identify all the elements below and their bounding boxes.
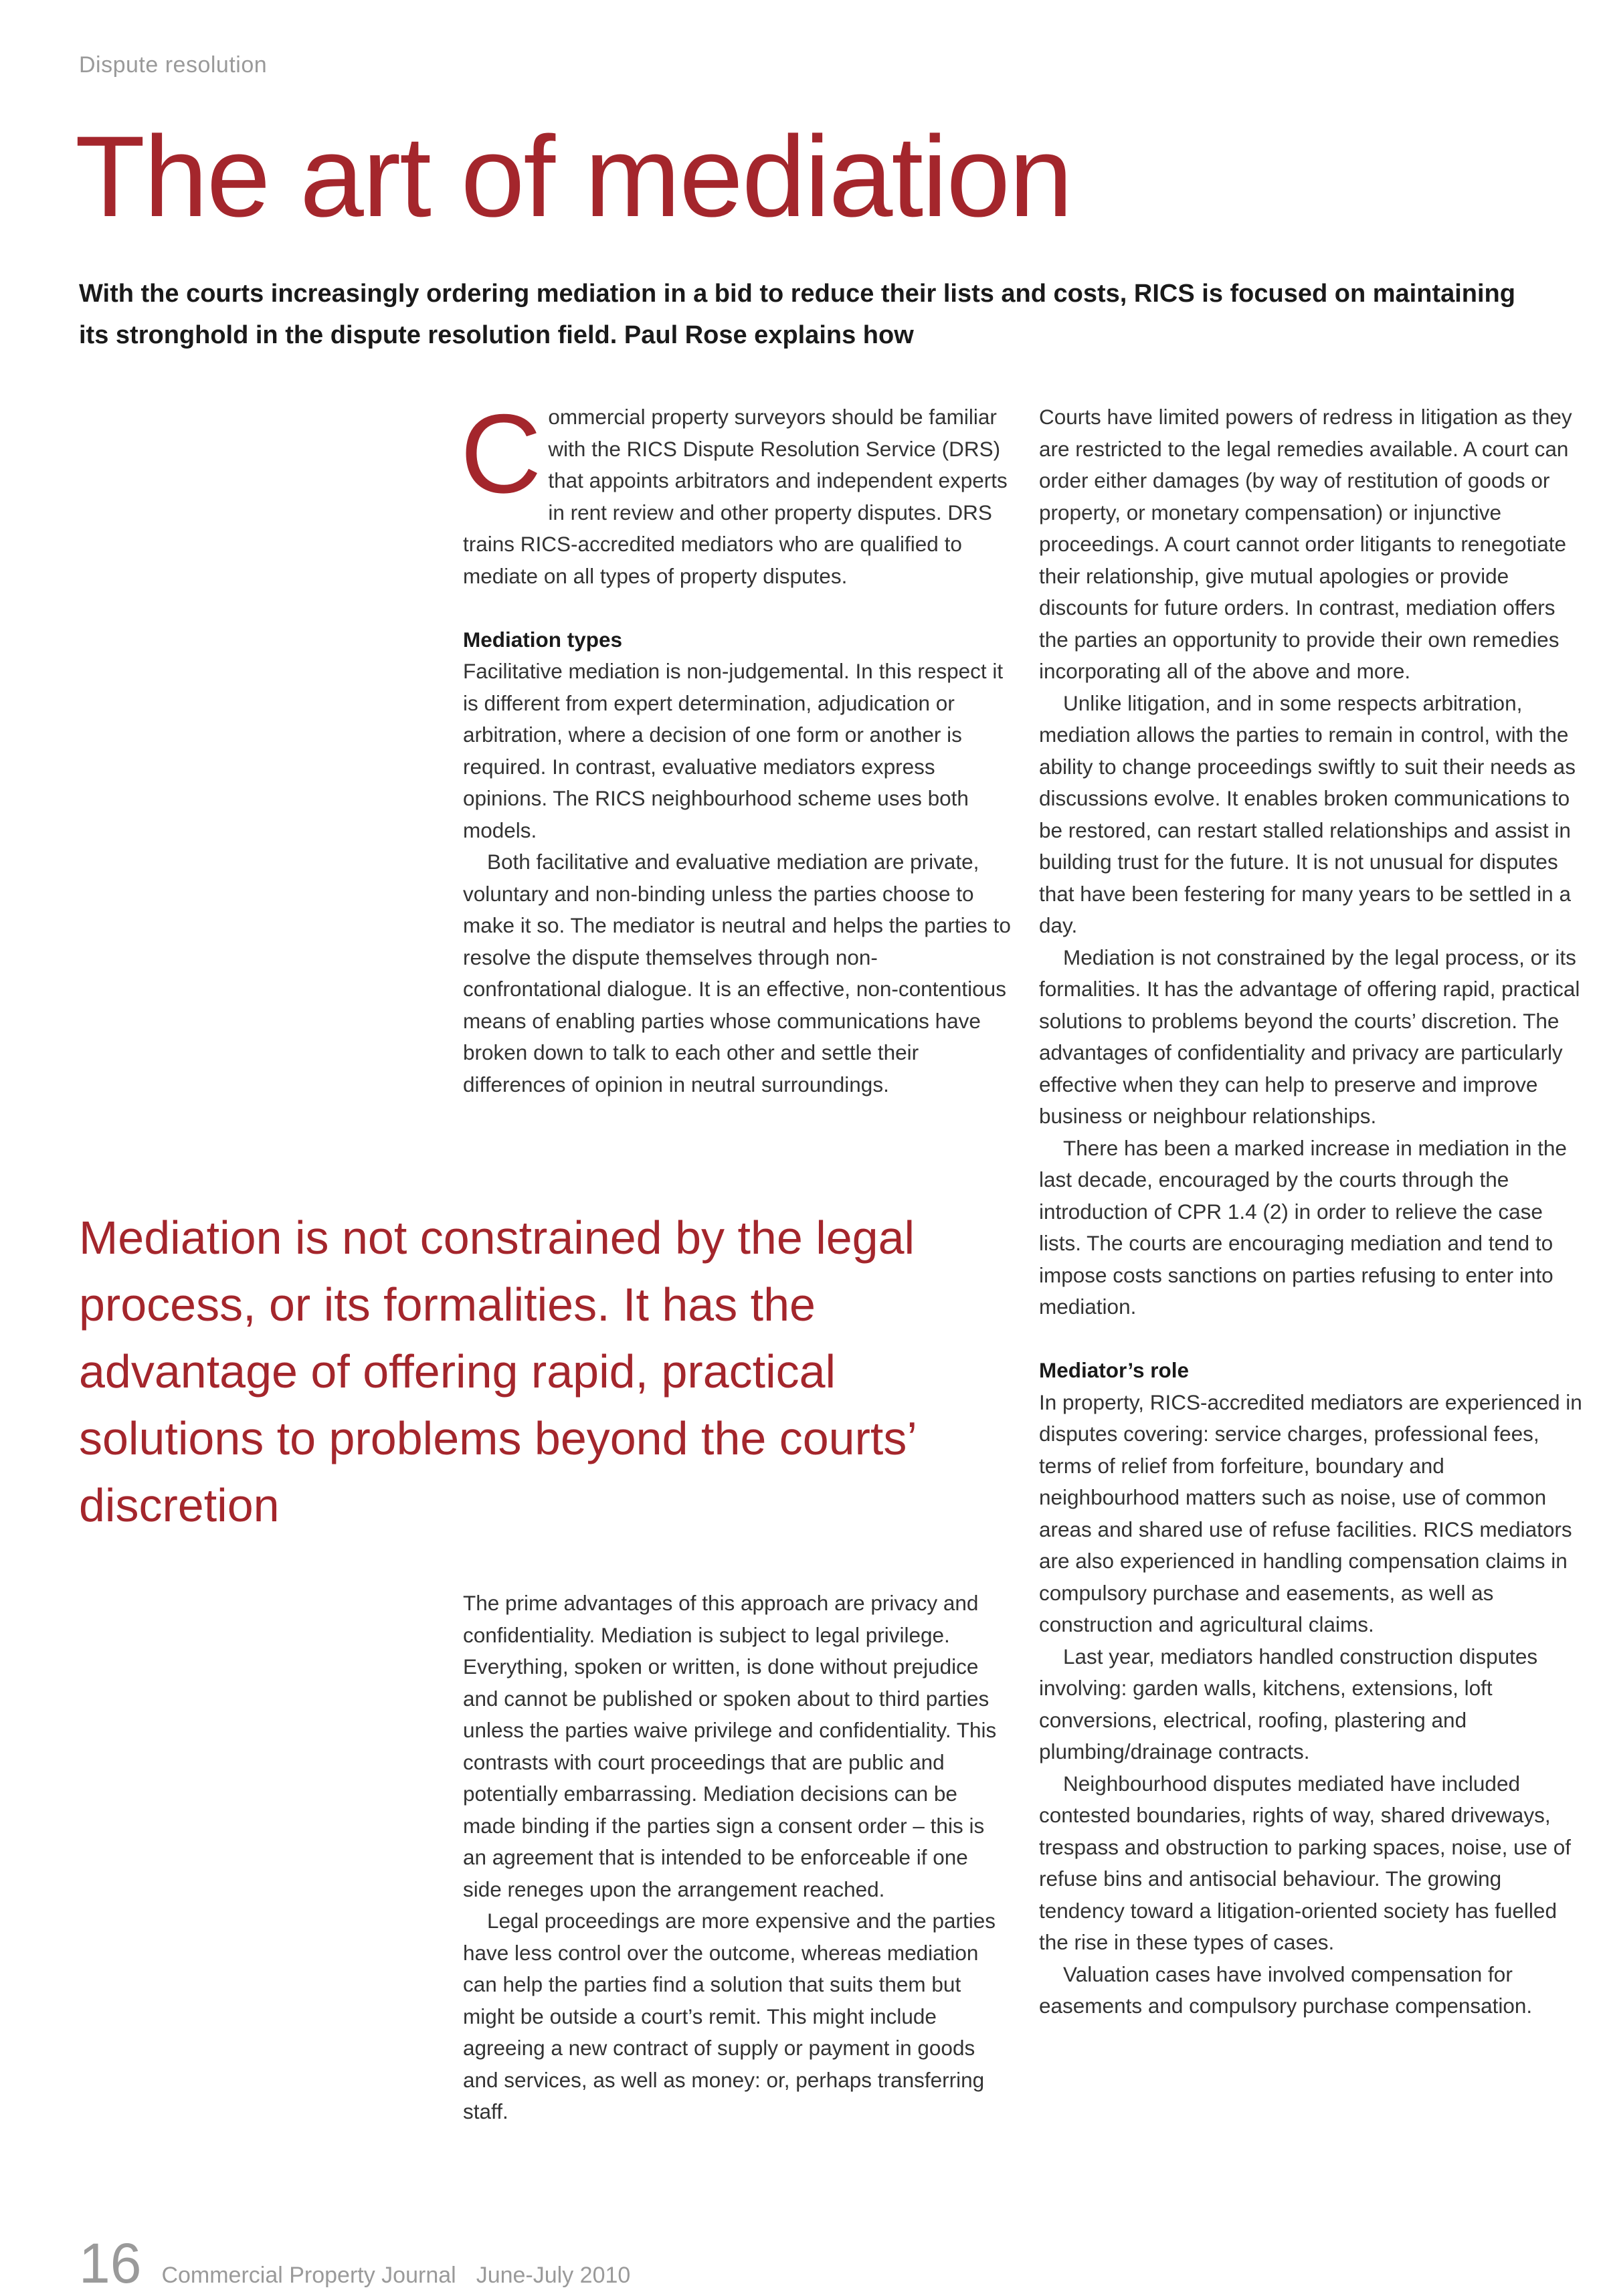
body-paragraph: The prime advantages of this approach are privacy and confidentiality. Mediation is subject to legal privilege. Everything, spoken or written, is done without prejudice and cannot be published or spoken about to third parties unless the parties waive privilege and confidentiality. This contrasts with court proceedings that are public and potentially embarrassing. Mediation decisions can be made binding if the parties sign a consent order – this is an agreement that is intended to be enforceable if one side reneges upon the arrangement reached. <box>463 1591 997 1901</box>
column-middle-bottom <box>463 1588 1012 2128</box>
body-paragraph: Valuation cases have involved compensation for easements and compulsory purchase compensation. <box>1039 1962 1533 2018</box>
body-paragraph: Last year, mediators handled construction disputes involving: garden walls, kitchens, extensions, loft conversions, electrical, roofing, plastering and plumbing/drainage contracts. <box>1039 1644 1538 1763</box>
body-paragraph: Unlike litigation, and in some respects arbitration, mediation allows the parties to remain in control, with the ability to change proceedings swiftly to suit their needs as discussions evolve. It enables broken communications to be restored, can restart stalled relationships and assist in building trust for the future. It is not unusual for disputes that have been festering for many years to be settled in a day. <box>1039 690 1576 937</box>
page-number: 16 <box>79 2232 142 2295</box>
section-heading-mediators-role: Mediator’s role <box>1039 1358 1190 1382</box>
drop-cap: C <box>460 391 542 516</box>
issue-date: June-July 2010 <box>476 2263 631 2288</box>
body-paragraph: Mediation is not constrained by the legal process, or its formalities. It has the advantage of offering rapid, practical solutions to problems beyond the courts’ discretion. The advantages of confidentiality and privacy are particularly effective when they can help to preserve and improve business or neighbour relationships. <box>1039 945 1580 1128</box>
section-heading-mediation-types: Mediation types <box>463 627 623 652</box>
publication-name: Commercial Property Journal <box>161 2263 456 2288</box>
intro-text: ommercial property surveyors should be familiar with the RICS Dispute Resolution Service (DRS) that appoints arbitrators and independent experts in rent review and other property disputes. DRS trains RICS-accredited mediators who are qualified to mediate on all types of property disputes. <box>463 405 1008 588</box>
body-paragraph: There has been a marked increase in mediation in the last decade, encouraged by the courts through the introduction of CPR 1.4 (2) in order to relieve the case lists. The courts are encouraging mediation and tend to impose costs sanctions on parties refusing to enter into mediation. <box>1039 1135 1567 1319</box>
article-title: The art of mediation <box>75 112 1072 241</box>
body-paragraph: In property, RICS-accredited mediators are experienced in disputes covering: service charges, professional fees, terms of relief from forfeiture, boundary and neighbourhood matters such as noise, use of common areas and shared use of refuse facilities. RICS mediators are also experienced in handling compensation claims in compulsory purchase and easements, as well as construction and agricultural claims. <box>1039 1390 1582 1636</box>
body-paragraph: Facilitative mediation is non-judgemental. In this respect it is different from expert determination, adjudication or arbitration, where a decision of one form or another is required. In contrast, evaluative mediators express opinions. The RICS neighbourhood scheme uses both models. <box>463 659 1004 842</box>
body-paragraph: Courts have limited powers of redress in litigation as they are restricted to the legal remedies available. A court can order either damages (by way of restitution of goods or property, or monetary compensation) or injunctive proceedings. A court cannot order litigants to renegotiate their relationship, give mutual apologies or provide discounts for future orders. In contrast, mediation offers the parties an opportunity to provide their own remedies incorporating all of the above and more. <box>1039 405 1572 683</box>
body-paragraph: Legal proceedings are more expensive and the parties have less control over the outcome, whereas mediation can help the parties find a solution that suits them but might be outside a court’s remit. This might include agreeing a new contract of supply or payment in goods and services, as well as money: or, perhaps transferring staff. <box>463 1909 996 2123</box>
pull-quote: Mediation is not constrained by the legal process, or its formalities. It has the advantage of offering rapid, practical solutions to problems beyond the courts’ discretion <box>79 1212 916 1531</box>
standfirst: With the courts increasingly ordering mediation in a bid to reduce their lists and costs, RICS is focused on maintaining its stronghold in the dispute resolution field. Paul Rose explains how <box>79 280 1515 349</box>
intro-paragraph <box>460 391 1012 592</box>
column-right <box>1039 401 1588 2022</box>
body-paragraph: Both facilitative and evaluative mediation are private, voluntary and non-binding unless the parties choose to make it so. The mediator is neutral and helps the parties to resolve the dispute themselves through non-confrontational dialogue. It is an effective, non-contentious means of enabling parties whose communications have broken down to talk to each other and settle their differences of opinion in neutral surroundings. <box>463 850 1011 1096</box>
body-paragraph: Neighbourhood disputes mediated have included contested boundaries, rights of way, shared driveways, trespass and obstruction to parking spaces, noise, use of refuse bins and antisocial behaviour. The growing tendency toward a litigation-oriented society has fuelled the rise in these types of cases. <box>1039 1771 1571 1954</box>
column-middle-top <box>460 391 1012 1101</box>
page-footer <box>79 2231 630 2296</box>
section-label: Dispute resolution <box>79 52 268 78</box>
